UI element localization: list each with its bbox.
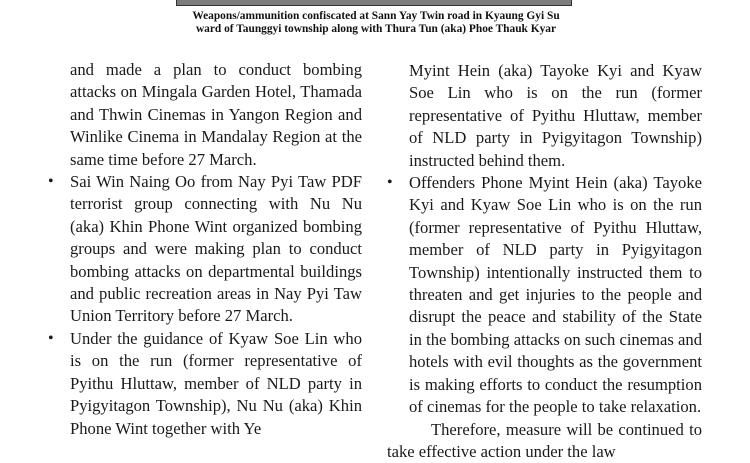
left-column <box>48 59 362 440</box>
figure-caption: Weapons/ammunition confiscated at Sann Yay Twin road in Kyaung Gyi Su ward of Taunggyi township along with Thura Tun (aka) Phoe Thauk Kyar <box>180 10 572 36</box>
bullet-text: • Sai Win Naing Oo from Nay Pyi Taw PDF terrorist group connecting with Nu Nu (aka) Khin Phone Wint organized bombing groups and were making plan to conduct bombing attacks on departmental buildings and public recreation areas in Nay Pyi Taw Union Territory before 27 March. <box>70 171 362 328</box>
photo-bottom-edge <box>176 0 572 6</box>
bullet-text: • Offenders Phone Myint Hein (aka) Tayoke Kyi and Kyaw Soe Lin who is on the run (former representative of Pyithu Hluttaw, member of NLD party in Pyigyitagon Township) intentionally instructed them to threaten and get injuries to the people and disrupt the peace and stability of the State in the bombing attacks on such cinemas and hotels with evil thoughts as the government is making efforts to conduct the resumption of cinemas for the people to take relaxation. <box>409 172 702 418</box>
paragraph-continuation: Myint Hein (aka) Tayoke Kyi and Kyaw Soe Lin who is on the run (former representative of Pyithu Hluttaw, member of NLD party in Pyigyitagon Township) instructed behind them. <box>387 60 702 172</box>
closing-paragraph: Therefore, measure will be continued to take effective action under the law <box>387 419 702 463</box>
right-column <box>387 60 702 463</box>
paragraph-continuation: and made a plan to conduct bombing attacks on Mingala Garden Hotel, Thamada and Thwin Cinemas in Yangon Region and Winlike Cinema in Mandalay Region at the same time before 27 March. <box>48 59 362 171</box>
bullet-item <box>48 328 362 440</box>
bullet-item <box>48 171 362 328</box>
bullet-item <box>387 172 702 418</box>
bullet-text: • Under the guidance of Kyaw Soe Lin who is on the run (former representative of Pyithu Hluttaw, member of NLD party in Pyigyitagon Township), Nu Nu (aka) Khin Phone Wint together with Ye <box>70 328 362 440</box>
